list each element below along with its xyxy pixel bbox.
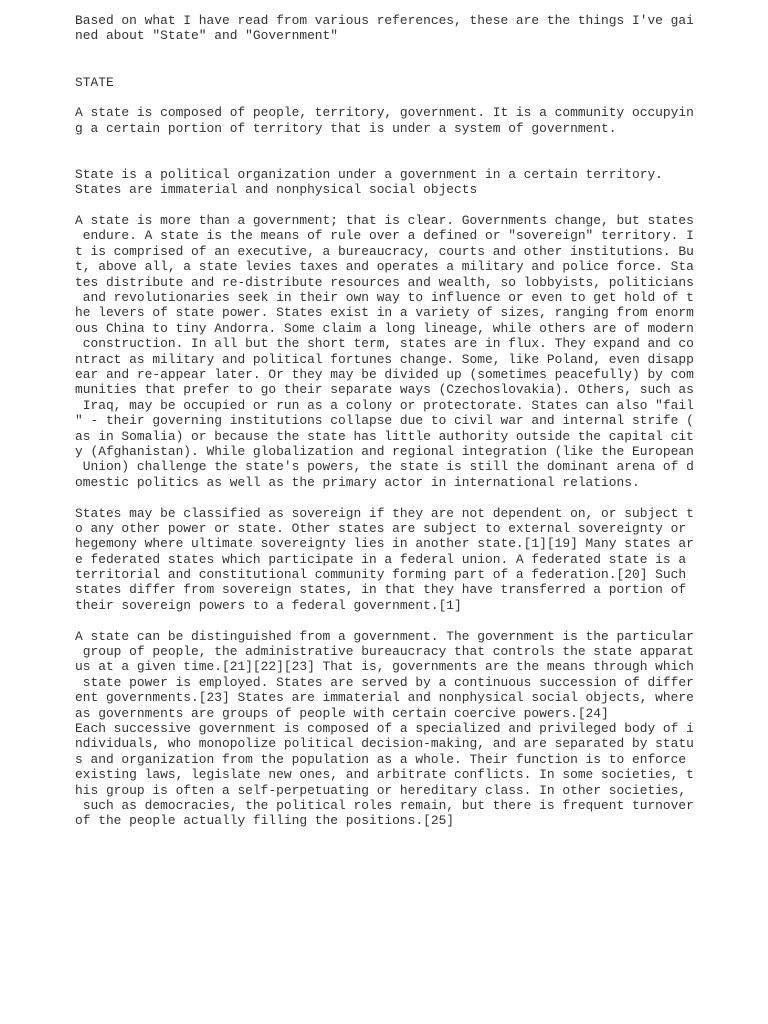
text-line: hegemony where ultimate sovereignty lies in another state.[1][19] Many states ar <box>75 536 694 552</box>
text-line: tes distribute and re-distribute resources and wealth, so lobbyists, politicians <box>75 274 694 290</box>
text-line: State is a political organization under a government in a certain territory. <box>75 166 663 182</box>
text-line: Based on what I have read from various references, these are the things I've gai <box>75 13 694 28</box>
text-line: States are immaterial and nonphysical social objects <box>75 182 478 198</box>
text-line: their sovereign powers to a federal government.[1] <box>75 597 462 613</box>
text-line: t is comprised of an executive, a bureaucracy, courts and other institutions. Bu <box>75 243 694 259</box>
paragraph-state-vs-government <box>75 213 695 490</box>
text-line: ear and re-appear later. Or they may be divided up (sometimes peacefully) by com <box>75 366 694 382</box>
text-line: construction. In all but the short term, states are in flux. They expand and co <box>75 336 694 352</box>
paragraph-sovereignty <box>75 506 695 614</box>
text-line: t, above all, a state levies taxes and operates a military and police force. Sta <box>75 259 694 275</box>
text-line: e federated states which participate in a federal union. A federated state is a <box>75 551 687 567</box>
text-line: Each successive government is composed of a specialized and privileged body of i <box>75 720 694 736</box>
text-line: omestic politics as well as the primary actor in international relations. <box>75 474 640 490</box>
text-line: such as democracies, the political roles remain, but there is frequent turnover <box>75 797 694 813</box>
paragraph-state-definition <box>75 105 695 136</box>
document-page <box>75 13 695 829</box>
text-line: g a certain portion of territory that is under a system of government. <box>75 120 617 136</box>
text-line: ous China to tiny Andorra. Some claim a long lineage, while others are of modern <box>75 320 694 336</box>
text-line: group of people, the administrative bureaucracy that controls the state apparat <box>75 644 694 660</box>
text-line: state power is employed. States are served by a continuous succession of differ <box>75 674 694 690</box>
text-line: his group is often a self-perpetuating or hereditary class. In other societies, <box>75 782 687 798</box>
text-line: as in Somalia) or because the state has little authority outside the capital cit <box>75 428 694 444</box>
text-line: y (Afghanistan). While globalization and regional integration (like the European <box>75 443 694 459</box>
text-line: endure. A state is the means of rule over a defined or "sovereign" territory. I <box>75 228 694 244</box>
text-line: and revolutionaries seek in their own way to influence or even to get hold of t <box>75 290 694 306</box>
text-line: as governments are groups of people with certain coercive powers.[24] <box>75 705 609 721</box>
text-line: of the people actually filling the positions.[25] <box>75 813 455 829</box>
text-line: Iraq, may be occupied or run as a colony or protectorate. States can also "fail <box>75 397 694 413</box>
text-line: s and organization from the population as a whole. Their function is to enforce <box>75 751 687 767</box>
text-line: ned about "State" and "Government" <box>75 28 339 44</box>
intro-paragraph <box>75 13 695 44</box>
text-line: A state can be distinguished from a government. The government is the particular <box>75 628 694 644</box>
text-line: existing laws, legislate new ones, and arbitrate conflicts. In some societies, t <box>75 767 694 783</box>
text-line: States may be classified as sovereign if they are not dependent on, or subject t <box>75 505 694 521</box>
text-line: ndividuals, who monopolize political decision-making, and are separated by statu <box>75 736 694 752</box>
section-heading: STATE <box>75 74 114 90</box>
text-line: territorial and constitutional community forming part of a federation.[20] Such <box>75 567 687 583</box>
text-line: Union) challenge the state's powers, the state is still the dominant arena of d <box>75 459 694 475</box>
text-line: us at a given time.[21][22][23] That is, governments are the means through which <box>75 659 694 675</box>
text-line: " - their governing institutions collapse due to civil war and internal strife ( <box>75 413 694 429</box>
text-line: o any other power or state. Other states are subject to external sovereignty or <box>75 520 687 536</box>
text-line: he levers of state power. States exist in a variety of sizes, ranging from enorm <box>75 305 694 321</box>
paragraph-government-distinction <box>75 629 695 829</box>
text-line: states differ from sovereign states, in that they have transferred a portion of <box>75 582 687 598</box>
text-line: munities that prefer to go their separate ways (Czechoslovakia). Others, such as <box>75 382 694 398</box>
text-line: A state is more than a government; that is clear. Governments change, but states <box>75 213 694 229</box>
text-line: ntract as military and political fortunes change. Some, like Poland, even disapp <box>75 351 694 367</box>
text-line: A state is composed of people, territory, government. It is a community occupyin <box>75 105 694 121</box>
text-line: ent governments.[23] States are immaterial and nonphysical social objects, where <box>75 690 694 706</box>
paragraph-political-organization <box>75 167 695 198</box>
